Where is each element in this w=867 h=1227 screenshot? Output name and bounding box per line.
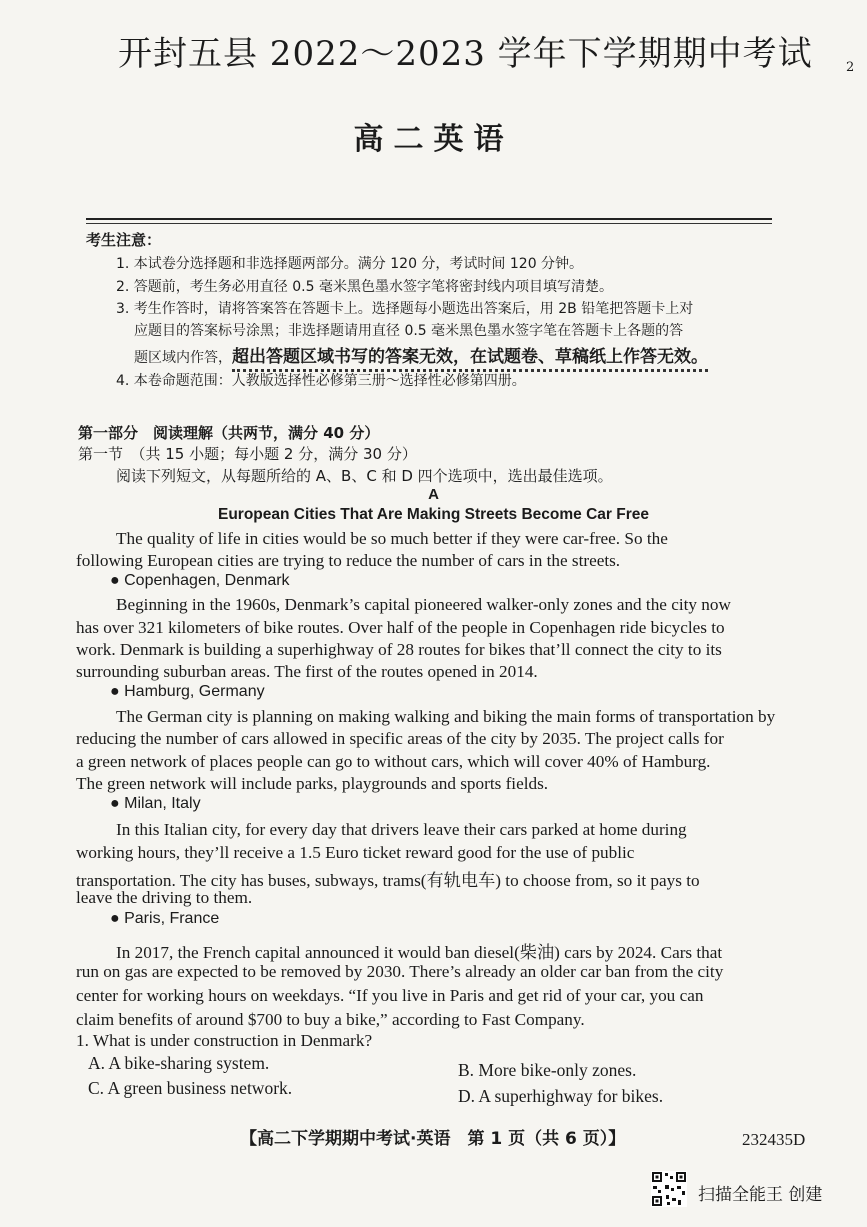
option-b[interactable]: B. More bike-only zones. bbox=[458, 1060, 637, 1080]
passage-line: center for working hours on weekdays. “If you live in Paris and get rid of your car, you can bbox=[76, 986, 704, 1005]
city-heading-copenhagen: ● Copenhagen, Denmark bbox=[110, 572, 290, 589]
question-stem: 1. What is under construction in Denmark? bbox=[76, 1031, 373, 1050]
exam-code: 232435D bbox=[742, 1130, 806, 1149]
city-heading-hamburg: ● Hamburg, Germany bbox=[110, 683, 265, 700]
part-heading: 第一部分 阅读理解（共两节，满分 40 分） bbox=[78, 424, 380, 442]
passage-line: following European cities are trying to reduce the number of cars in the streets. bbox=[76, 551, 621, 570]
corner-number: 2 bbox=[846, 60, 855, 75]
city-heading-milan: ● Milan, Italy bbox=[110, 795, 201, 812]
notice-item-4: 4. 本卷命题范围：人教版选择性必修第三册～选择性必修第四册。 bbox=[116, 373, 526, 389]
notice-item-3-cont: 应题目的答案标号涂黑；非选择题请用直径 0.5 毫米黑色墨水签字笔在答题卡上各题的答 bbox=[134, 323, 684, 339]
option-c[interactable]: C. A green business network. bbox=[88, 1078, 293, 1098]
passage-title: European Cities That Are Making Streets Become Car Free bbox=[218, 506, 649, 523]
notice-item-1: 1. 本试卷分选择题和非选择题两部分。满分 120 分，考试时间 120 分钟。 bbox=[116, 256, 584, 272]
notice-emphasis: 超出答题区域书写的答案无效，在试题卷、草稿纸上作答无效。 bbox=[232, 347, 708, 372]
page-footer-label: 【高二下学期期中考试·英语 第 1 页（共 6 页）】 bbox=[240, 1129, 626, 1149]
notice-item-3: 3. 考生作答时，请将答案答在答题卡上。选择题每小题选出答案后，用 2B 铅笔把答题卡上对 bbox=[116, 301, 694, 317]
notice-item-2: 2. 答题前，考生务必用直径 0.5 毫米黑色墨水签字笔将密封线内项目填写清楚。 bbox=[116, 279, 613, 295]
passage-line: reducing the number of cars allowed in specific areas of the city by 2035. The project calls for bbox=[76, 729, 724, 748]
divider-thin bbox=[86, 223, 772, 224]
passage-line: In 2017, the French capital announced it would ban diesel(柴油) cars by 2024. Cars that bbox=[116, 943, 723, 962]
passage-line: The quality of life in cities would be so much better if they were car-free. So the bbox=[116, 529, 668, 548]
passage-line: a green network of places people can go to without cars, which will cover 40% of Hamburg. bbox=[76, 752, 711, 771]
passage-line: surrounding suburban areas. The first of the routes opened in 2014. bbox=[76, 662, 538, 681]
city-heading-paris: ● Paris, France bbox=[110, 910, 220, 927]
notice-title: 考生注意： bbox=[86, 231, 162, 249]
passage-line: transportation. The city has buses, subways, trams(有轨电车) to choose from, so it pays to bbox=[76, 871, 700, 890]
subject-title: 高二英语 bbox=[353, 122, 514, 157]
passage-line: In this Italian city, for every day that drivers leave their cars parked at home during bbox=[116, 820, 687, 839]
option-a[interactable]: A. A bike-sharing system. bbox=[88, 1053, 270, 1073]
passage-line: has over 321 kilometers of bike routes. Over half of the people in Copenhagen ride bicycles to bbox=[76, 618, 725, 637]
qr-code-icon bbox=[651, 1171, 687, 1207]
passage-line: working hours, they’ll receive a 1.5 Euro ticket reward good for the use of public bbox=[76, 843, 635, 862]
instruction-text: 阅读下列短文，从每题所给的 A、B、C 和 D 四个选项中，选出最佳选项。 bbox=[116, 467, 613, 485]
passage-line: leave the driving to them. bbox=[76, 888, 253, 907]
passage-line: The green network will include parks, playgrounds and sports fields. bbox=[76, 774, 549, 793]
passage-line: The German city is planning on making walking and biking the main forms of transportation by bbox=[116, 707, 776, 726]
notice-item-3-tail: 题区域内作答， bbox=[134, 350, 232, 366]
passage-line: work. Denmark is building a superhighway of 28 routes for bikes that’ll connect the city to its bbox=[76, 640, 722, 659]
divider-thick bbox=[86, 218, 772, 220]
passage-line: Beginning in the 1960s, Denmark’s capital pioneered walker-only zones and the city now bbox=[116, 595, 731, 614]
passage-line: run on gas are expected to be removed by 2030. There’s already an older car ban from the city bbox=[76, 962, 724, 981]
passage-letter: A bbox=[428, 486, 439, 503]
passage-line: claim benefits of around $700 to buy a bike,” according to Fast Company. bbox=[76, 1010, 585, 1029]
scanner-watermark: 扫描全能王 创建 bbox=[698, 1185, 823, 1205]
exam-title: 开封五县 2022～2023 学年下学期期中考试 bbox=[118, 34, 813, 74]
option-d[interactable]: D. A superhighway for bikes. bbox=[458, 1086, 664, 1106]
notice-item-3-end bbox=[134, 342, 708, 367]
subsection-heading: 第一节 （共 15 小题；每小题 2 分，满分 30 分） bbox=[78, 445, 417, 463]
